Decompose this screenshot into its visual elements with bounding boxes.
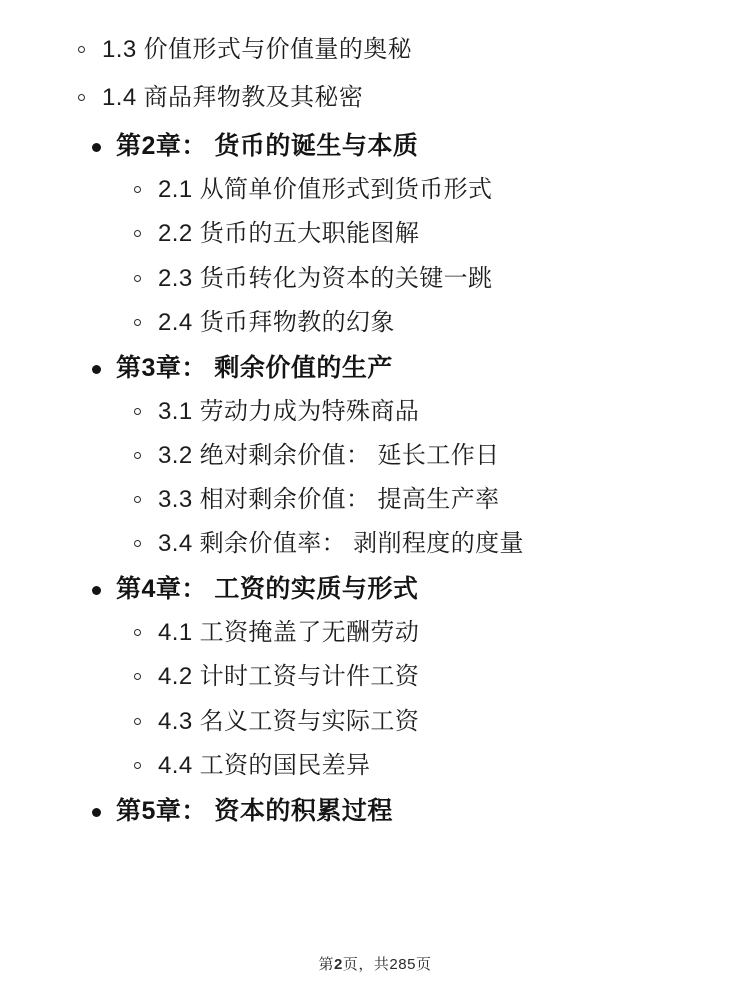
toc-chapter-item[interactable] <box>60 352 690 560</box>
toc-section-label: 2.4 货币拜物教的幻象 <box>158 308 395 336</box>
toc-section-item[interactable] <box>116 174 690 205</box>
toc-section-label: 4.4 工资的国民差异 <box>158 751 371 779</box>
toc-section-label: 2.1 从简单价值形式到货币形式 <box>158 176 493 204</box>
hollow-bullet-icon <box>134 408 141 415</box>
hollow-bullet-icon <box>134 319 141 326</box>
toc-chapter-label: 第4章： 工资的实质与形式 <box>116 575 419 604</box>
hollow-bullet-icon <box>134 762 141 769</box>
toc-section-label: 1.4 商品拜物教及其秘密 <box>102 84 364 112</box>
footer-prefix: 第 <box>318 956 335 973</box>
footer-page-number: 2 <box>334 956 343 973</box>
hollow-bullet-icon <box>134 452 141 459</box>
filled-bullet-icon <box>92 586 101 595</box>
toc-section-label: 3.4 剩余价值率： 剥削程度的度量 <box>158 530 524 558</box>
hollow-bullet-icon <box>134 673 141 680</box>
toc-section-item[interactable] <box>116 396 690 427</box>
footer-total-pages: 285 <box>389 956 416 973</box>
toc-chapter-label: 第2章： 货币的诞生与本质 <box>116 132 419 161</box>
hollow-bullet-icon <box>134 496 141 503</box>
page-footer <box>0 953 750 974</box>
hollow-bullet-icon <box>134 186 141 193</box>
hollow-bullet-icon <box>134 629 141 636</box>
toc-section-label: 3.2 绝对剩余价值： 延长工作日 <box>158 441 500 469</box>
toc-section-item[interactable] <box>116 218 690 249</box>
toc-chapter-item[interactable] <box>60 573 690 781</box>
toc-section-item[interactable] <box>116 263 690 294</box>
filled-bullet-icon <box>92 808 101 817</box>
toc-section-item[interactable] <box>60 82 690 113</box>
hollow-bullet-icon <box>78 94 85 101</box>
toc-section-label: 4.2 计时工资与计件工资 <box>158 663 420 691</box>
toc-subsection-list <box>116 174 690 338</box>
hollow-bullet-icon <box>134 275 141 282</box>
toc-section-item[interactable] <box>116 440 690 471</box>
toc-section-label: 4.1 工资掩盖了无酬劳动 <box>158 619 420 647</box>
toc-subsection-list <box>116 396 690 560</box>
toc-section-label: 4.3 名义工资与实际工资 <box>158 707 420 735</box>
footer-suffix: 页 <box>415 956 432 973</box>
toc-subsection-list <box>116 617 690 781</box>
hollow-bullet-icon <box>134 230 141 237</box>
toc-section-item[interactable] <box>116 617 690 648</box>
toc-section-item[interactable] <box>116 706 690 737</box>
filled-bullet-icon <box>92 365 101 374</box>
toc-section-label: 2.3 货币转化为资本的关键一跳 <box>158 264 493 292</box>
toc-section-label: 1.3 价值形式与价值量的奥秘 <box>102 36 413 63</box>
toc-section-item[interactable] <box>116 661 690 692</box>
toc-section-item[interactable] <box>60 34 690 65</box>
toc-continued-sections <box>60 34 690 113</box>
toc-section-item[interactable] <box>116 528 690 559</box>
toc-chapter-item[interactable] <box>60 795 690 829</box>
hollow-bullet-icon <box>78 46 85 53</box>
toc-section-label: 3.1 劳动力成为特殊商品 <box>158 397 420 425</box>
toc-section-item[interactable] <box>116 750 690 781</box>
toc-section-item[interactable] <box>116 484 690 515</box>
footer-middle: 页，共 <box>342 956 390 973</box>
toc-section-item[interactable] <box>116 307 690 338</box>
toc-chapter-label: 第3章： 剩余价值的生产 <box>116 353 393 382</box>
toc-list <box>60 130 690 828</box>
toc-section-label: 2.2 货币的五大职能图解 <box>158 220 420 248</box>
filled-bullet-icon <box>92 143 101 152</box>
hollow-bullet-icon <box>134 718 141 725</box>
toc-section-label: 3.3 相对剩余价值： 提高生产率 <box>158 486 500 513</box>
hollow-bullet-icon <box>134 540 141 547</box>
toc-chapter-label: 第5章： 资本的积累过程 <box>116 796 393 825</box>
toc-chapter-item[interactable] <box>60 130 690 338</box>
